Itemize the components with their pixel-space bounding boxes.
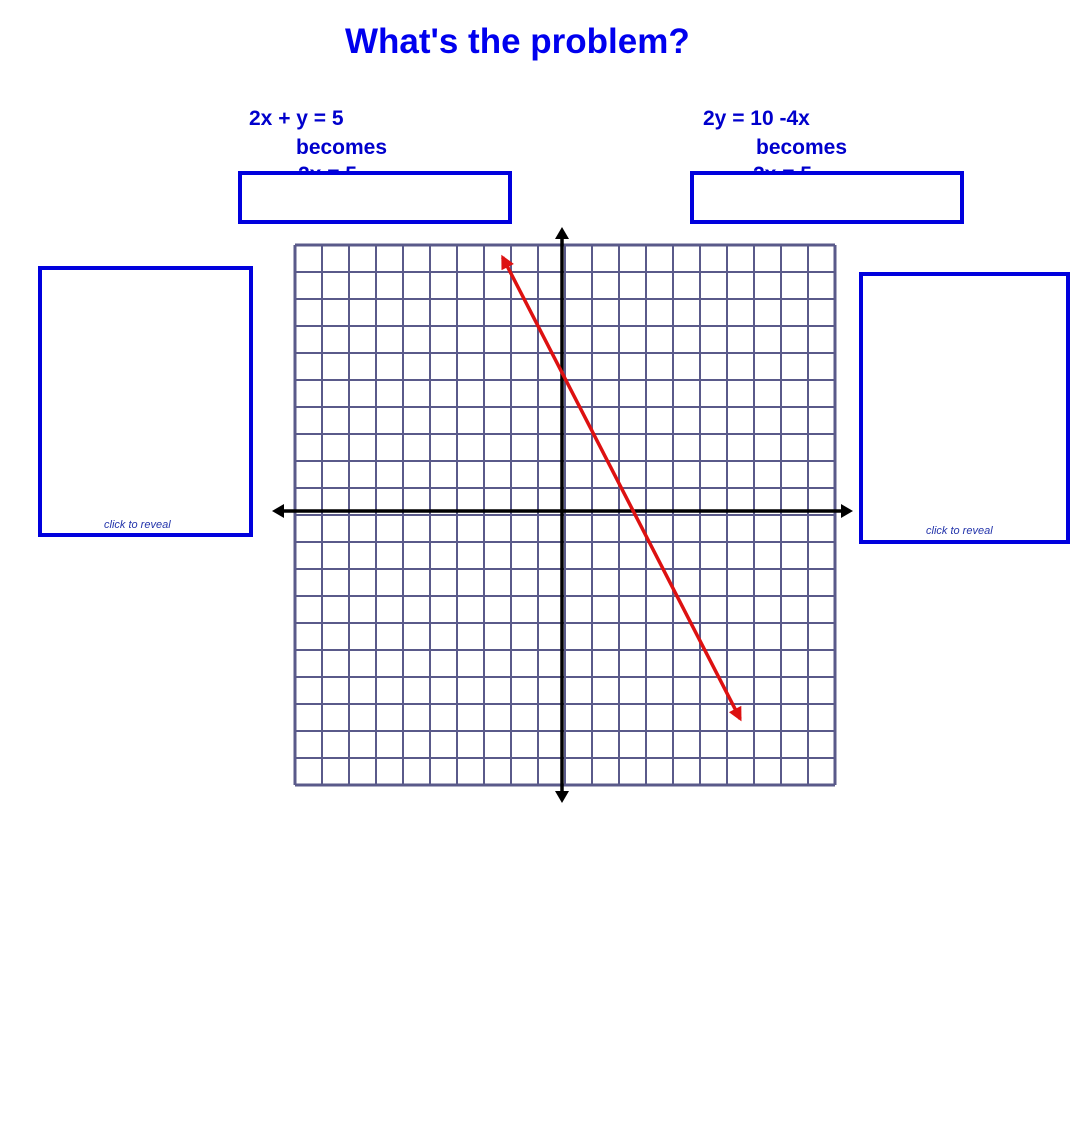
x-axis-left-arrow-icon	[272, 504, 284, 518]
grid-lines	[295, 245, 835, 785]
right-equation-becomes: becomes	[756, 136, 848, 159]
left-equation-original: 2x + y = 5	[249, 107, 344, 130]
y-axis-down-arrow-icon	[555, 791, 569, 803]
x-axis-right-arrow-icon	[841, 504, 853, 518]
right-reveal-hint[interactable]: click to reveal	[926, 525, 993, 537]
left-reveal-hint[interactable]: click to reveal	[104, 519, 171, 531]
page-title: What's the problem?	[345, 22, 690, 61]
right-equation-original: 2y = 10 -4x	[703, 107, 810, 130]
left-equation-becomes: becomes	[296, 136, 388, 159]
left-reveal-box[interactable]	[38, 266, 253, 537]
y-axis-up-arrow-icon	[555, 227, 569, 239]
right-reveal-box[interactable]	[859, 272, 1070, 544]
